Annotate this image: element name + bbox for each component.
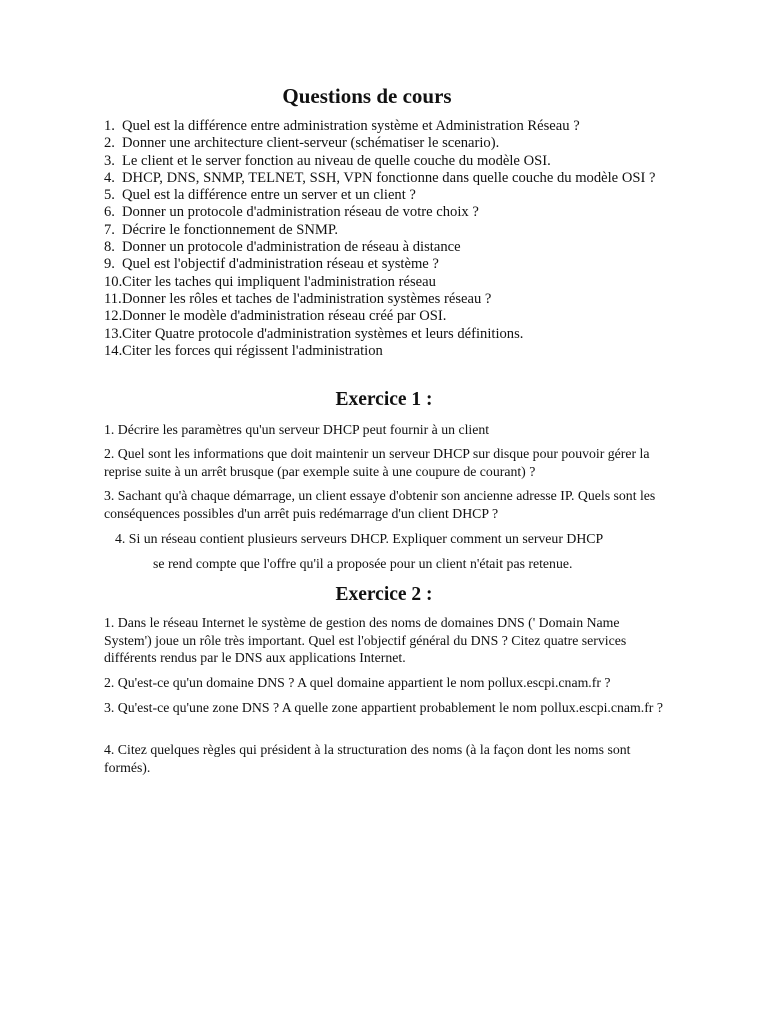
item-number: 10. (104, 273, 123, 290)
list-item (104, 153, 664, 170)
item-number: 11. (104, 290, 122, 307)
list-item (104, 222, 664, 239)
item-number: 13. (104, 325, 123, 342)
list-item (104, 187, 664, 204)
list-item (104, 326, 664, 343)
exercice2-question-4: 4. Citez quelques règles qui président à la structuration des noms (à la façon dont les noms sont formés). (104, 742, 631, 775)
item-number: 14. (104, 342, 123, 359)
item-number: 2. (104, 135, 115, 152)
exercice1-question-4-line-1: 4. Si un réseau contient plusieurs serveurs DHCP. Expliquer comment un serveur DHCP (115, 531, 604, 546)
item-text: DHCP, DNS, SNMP, TELNET, SSH, VPN fonctionne dans quelle couche du modèle OSI ? (122, 169, 656, 186)
list-item (104, 118, 664, 135)
cours-question-list (104, 118, 664, 360)
item-text: Quel est l'objectif d'administration réseau et système ? (122, 256, 439, 273)
item-number: 5. (104, 187, 115, 204)
item-text: Citer les forces qui régissent l'administration (122, 342, 383, 359)
item-number: 3. (104, 152, 115, 169)
exercice2-question-3: 3. Qu'est-ce qu'une zone DNS ? A quelle zone appartient probablement le nom pollux.escpi.cnam.fr ? (104, 700, 663, 715)
item-text: Le client et le server fonction au niveau de quelle couche du modèle OSI. (122, 152, 551, 169)
item-number: 9. (104, 256, 115, 273)
item-number: 4. (104, 169, 115, 186)
item-number: 7. (104, 221, 115, 238)
item-text: Donner le modèle d'administration réseau créé par OSI. (122, 308, 447, 325)
exercice2-title: Exercice 2 : (335, 584, 433, 605)
exercice2-question-1: 1. Dans le réseau Internet le système de gestion des noms de domaines DNS (' Domain Name System') joue un rôle très important. Quel est l'objectif général du DNS ? Citez quatre services différents rendus par le DNS aux applications Internet. (104, 615, 627, 665)
list-item (104, 239, 664, 256)
list-item (104, 343, 664, 360)
item-text: Quel est la différence entre administration système et Administration Réseau ? (122, 118, 580, 134)
item-text: Donner les rôles et taches de l'administration systèmes réseau ? (122, 290, 492, 307)
item-text: Décrire le fonctionnement de SNMP. (122, 221, 339, 238)
exercice2-question-2: 2. Qu'est-ce qu'un domaine DNS ? A quel domaine appartient le nom pollux.escpi.cnam.fr ? (104, 675, 611, 690)
item-number: 12. (104, 308, 123, 325)
list-item (104, 170, 664, 187)
list-item (104, 256, 664, 273)
item-number: 1. (104, 118, 115, 134)
list-item (104, 308, 664, 325)
cours-title: Questions de cours (282, 84, 452, 108)
exercice1-question-4-line-2: se rend compte que l'offre qu'il a proposée pour un client n'était pas retenue. (153, 556, 573, 571)
exercice1-title: Exercice 1 : (335, 389, 433, 410)
item-text: Citer Quatre protocole d'administration systèmes et leurs définitions. (122, 325, 524, 342)
item-number: 8. (104, 239, 115, 256)
exercice1-question-2: 2. Quel sont les informations que doit maintenir un serveur DHCP sur disque pour pouvoir gérer la reprise suite à un arrêt brusque (par exemple suite à une coupure de courant) ? (104, 446, 650, 479)
item-text: Quel est la différence entre un server et un client ? (122, 187, 416, 204)
exercice1-question-3: 3. Sachant qu'à chaque démarrage, un client essaye d'obtenir son ancienne adresse IP. Quels sont les conséquences possibles d'un arrêt puis redémarrage d'un client DHCP ? (104, 488, 656, 521)
item-text: Citer les taches qui impliquent l'administration réseau (122, 273, 436, 290)
item-text: Donner un protocole d'administration réseau de votre choix ? (122, 204, 479, 221)
item-number: 6. (104, 204, 115, 221)
list-item (104, 135, 664, 152)
list-item (104, 204, 664, 221)
item-text: Donner un protocole d'administration de réseau à distance (122, 239, 461, 256)
item-text: Donner une architecture client-serveur (schématiser le scenario). (122, 135, 500, 152)
exercice1-question-1: 1. Décrire les paramètres qu'un serveur DHCP peut fournir à un client (104, 422, 490, 437)
list-item (104, 291, 664, 308)
list-item (104, 274, 664, 291)
